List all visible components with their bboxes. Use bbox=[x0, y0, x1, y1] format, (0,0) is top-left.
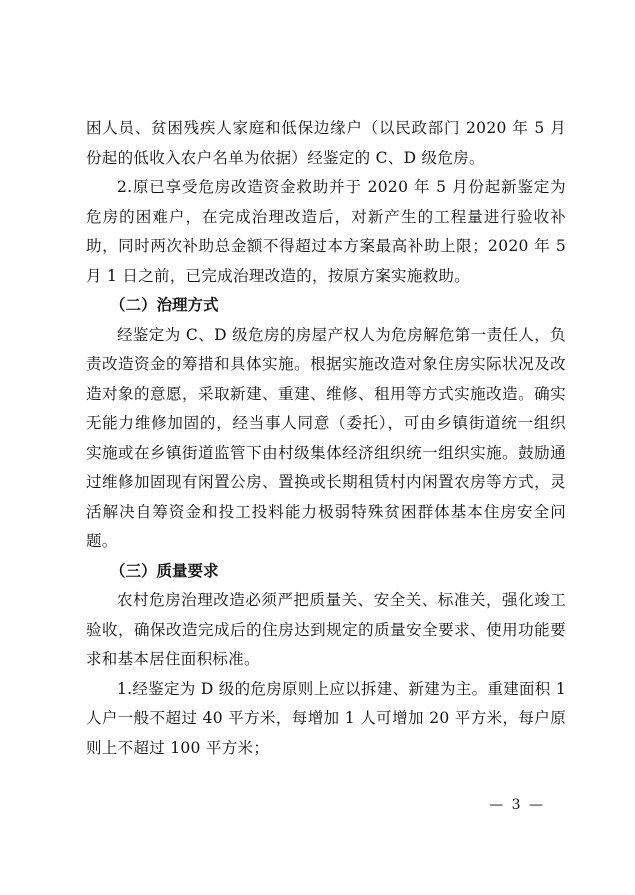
document-body bbox=[86, 114, 566, 763]
section-heading-quality-requirements: （三）质量要求 bbox=[110, 561, 219, 580]
paragraph-item-1: 1.经鉴定为 D 级的危房原则上应以拆建、新建为主。重建面积 1 人户一般不超过 40 平方米，每增加 1 人可增加 20 平方米，每户原则上不超过 100 平方米； bbox=[86, 679, 566, 757]
paragraph-quality-requirements: 农村危房治理改造必须严把质量关、安全关、标准关，强化竣工验收，确保改造完成后的住房达到规定的质量安全要求、使用功能要求和基本居住面积标准。 bbox=[86, 591, 566, 668]
paragraph-treatment-method: 经鉴定为 C、D 级危房的房屋产权人为危房解危第一责任人，负责改造资金的筹措和具体实施。根据实施改造对象住房实际状况及改造对象的意愿，采取新建、重建、维修、租用等方式实施改造。确实无能力维修加固的，经当事人同意（委托），可由乡镇街道统一组织实施或在乡镇街道监管下由村级集体经济组织统一组织实施。鼓励通过维修加固现有闲置公房、置换或长期租赁村内闲置农房等方式，灵活解决自筹资金和投工投料能力极弱特殊贫困群体基本住房安全问题。 bbox=[86, 325, 566, 550]
section-heading-treatment-method: （二）治理方式 bbox=[110, 296, 219, 314]
paragraph-item-2: 2.原已享受危房改造资金救助并于 2020 年 5 月份起新鉴定为危房的困难户，在完成治理改造后，对新产生的工程量进行验收补助，同时两次补助总金额不得超过本方案最高补助上限；2020 年 5 月 1 日之前，已完成治理改造的，按原方案实施救助。 bbox=[86, 178, 566, 285]
paragraph-continuation: 困人员、贫困残疾人家庭和低保边缘户（以民政部门 2020 年 5 月份起的低收入农户名单为依据）经鉴定的 C、D 级危房。 bbox=[86, 119, 566, 167]
page-number: — 3 — bbox=[489, 797, 545, 813]
